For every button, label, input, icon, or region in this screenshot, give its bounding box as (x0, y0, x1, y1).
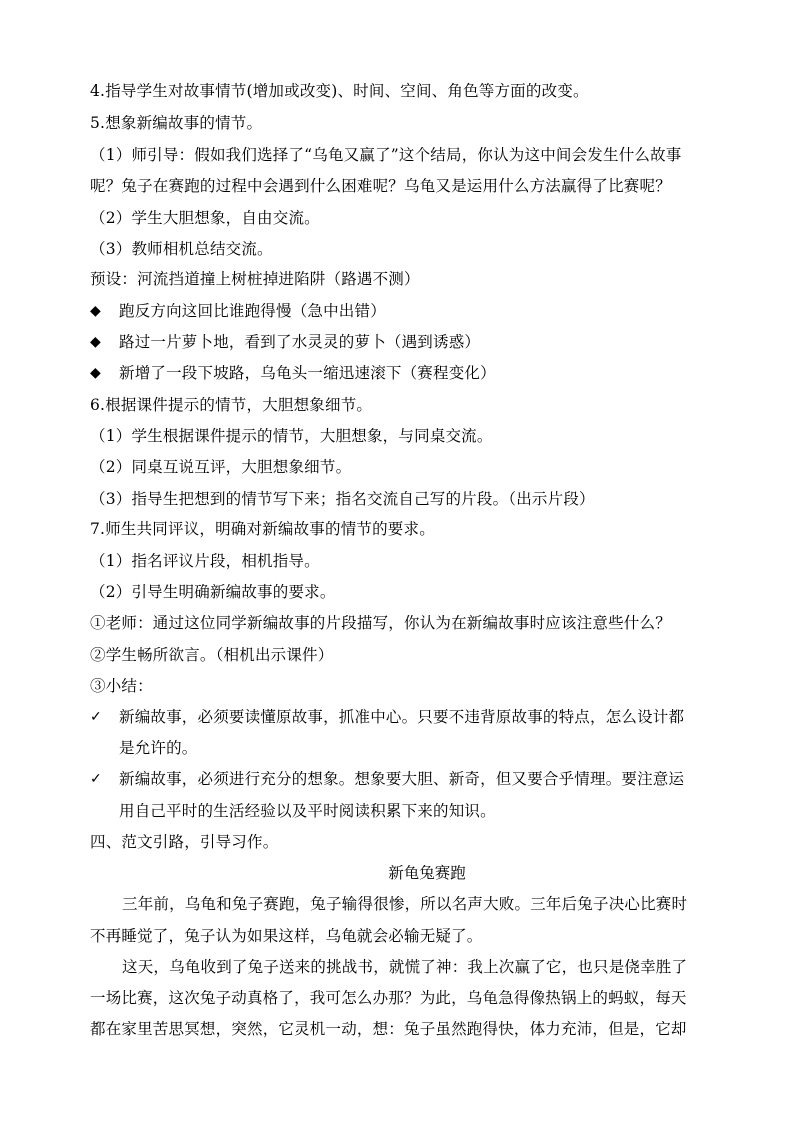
text-line: （1）师引导：假如我们选择了“乌龟又赢了”这个结局，你认为这中间会发生什么故事 (90, 146, 682, 164)
bullet-item-line: 用自己平时的生活经验以及平时阅读积累下来的知识。 (119, 802, 496, 820)
story-paragraph-line: 不再睡觉了，兔子认为如果这样，乌龟就会必输无疑了。 (90, 927, 483, 945)
text-line: ②学生畅所欲言。（相机出示课件） (90, 646, 334, 664)
bullet-item: 跑反方向这回比谁跑得慢（急中出错） (119, 302, 386, 320)
section-heading: 四、范文引路，引导习作。 (90, 833, 279, 851)
story-paragraph-line: 一场比赛，这次兔子动真格了，我可怎么办那？为此，乌龟急得像热锅上的蚂蚁，每天 (90, 989, 687, 1007)
text-line: （2）引导生明确新编故事的要求。 (90, 583, 336, 601)
text-line: （3）教师相机总结交流。 (90, 240, 273, 258)
text-line: 6.根据课件提示的情节，大胆想象细节。 (90, 396, 373, 414)
text-line: （2）同桌互说互评，大胆想象细节。 (90, 458, 352, 476)
bullet-item-line: 新编故事，必须要读懂原故事，抓准中心。只要不违背原故事的特点，怎么设计都 (119, 708, 685, 726)
bullet-item-line: 是允许的。 (119, 739, 198, 757)
text-line: 4.指导学生对故事情节(增加或改变)、时间、空间、角色等方面的改变。 (90, 82, 589, 100)
diamond-bullet-icon: ◆ (90, 303, 101, 319)
bullet-item: 路过一片萝卜地，看到了水灵灵的萝卜（遇到诱惑） (119, 333, 481, 351)
text-line: （3）指导生把想到的情节写下来；指名交流自己写的片段。（出示片段） (90, 490, 595, 508)
diamond-bullet-icon: ◆ (90, 334, 101, 350)
story-title: 新龟兔赛跑 (388, 864, 466, 882)
text-line: 5.想象新编故事的情节。 (90, 114, 263, 132)
bullet-item-line: 新编故事，必须进行充分的想象。想象要大胆、新奇，但又要合乎情理。要注意运 (119, 770, 685, 788)
check-bullet-icon: ✓ (90, 709, 102, 725)
text-line: （1）指名评议片段，相机指导。 (90, 552, 320, 570)
text-line: ①老师：通过这位同学新编故事的片段描写，你认为在新编故事时应该注意些什么？ (90, 614, 671, 632)
text-line: （1）学生根据课件提示的情节，大胆想象，与同桌交流。 (90, 427, 493, 445)
text-line: ③小结： (90, 677, 153, 695)
text-line: （2）学生大胆想象，自由交流。 (90, 209, 320, 227)
story-paragraph-line: 都在家里苦思冥想，突然，它灵机一动，想：兔子虽然跑得快，体力充沛，但是，它却 (90, 1020, 687, 1038)
text-line: 呢？兔子在赛跑的过程中会遇到什么困难呢？乌龟又是运用什么方法赢得了比赛呢？ (90, 177, 671, 195)
check-bullet-icon: ✓ (90, 771, 102, 787)
story-paragraph-line: 三年前，乌龟和兔子赛跑，兔子输得很惨，所以名声大败。三年后兔子决心比赛时 (122, 895, 688, 913)
text-line: 预设：河流挡道撞上树桩掉进陷阱（路遇不测） (90, 270, 420, 288)
diamond-bullet-icon: ◆ (90, 365, 101, 381)
bullet-item: 新增了一段下坡路，乌龟头一缩迅速滚下（赛程变化） (119, 364, 496, 382)
text-line: 7.师生共同评议，明确对新编故事的情节的要求。 (90, 520, 435, 538)
story-paragraph-line: 这天，乌龟收到了兔子送来的挑战书，就慌了神：我上次赢了它，也只是侥幸胜了 (122, 958, 688, 976)
